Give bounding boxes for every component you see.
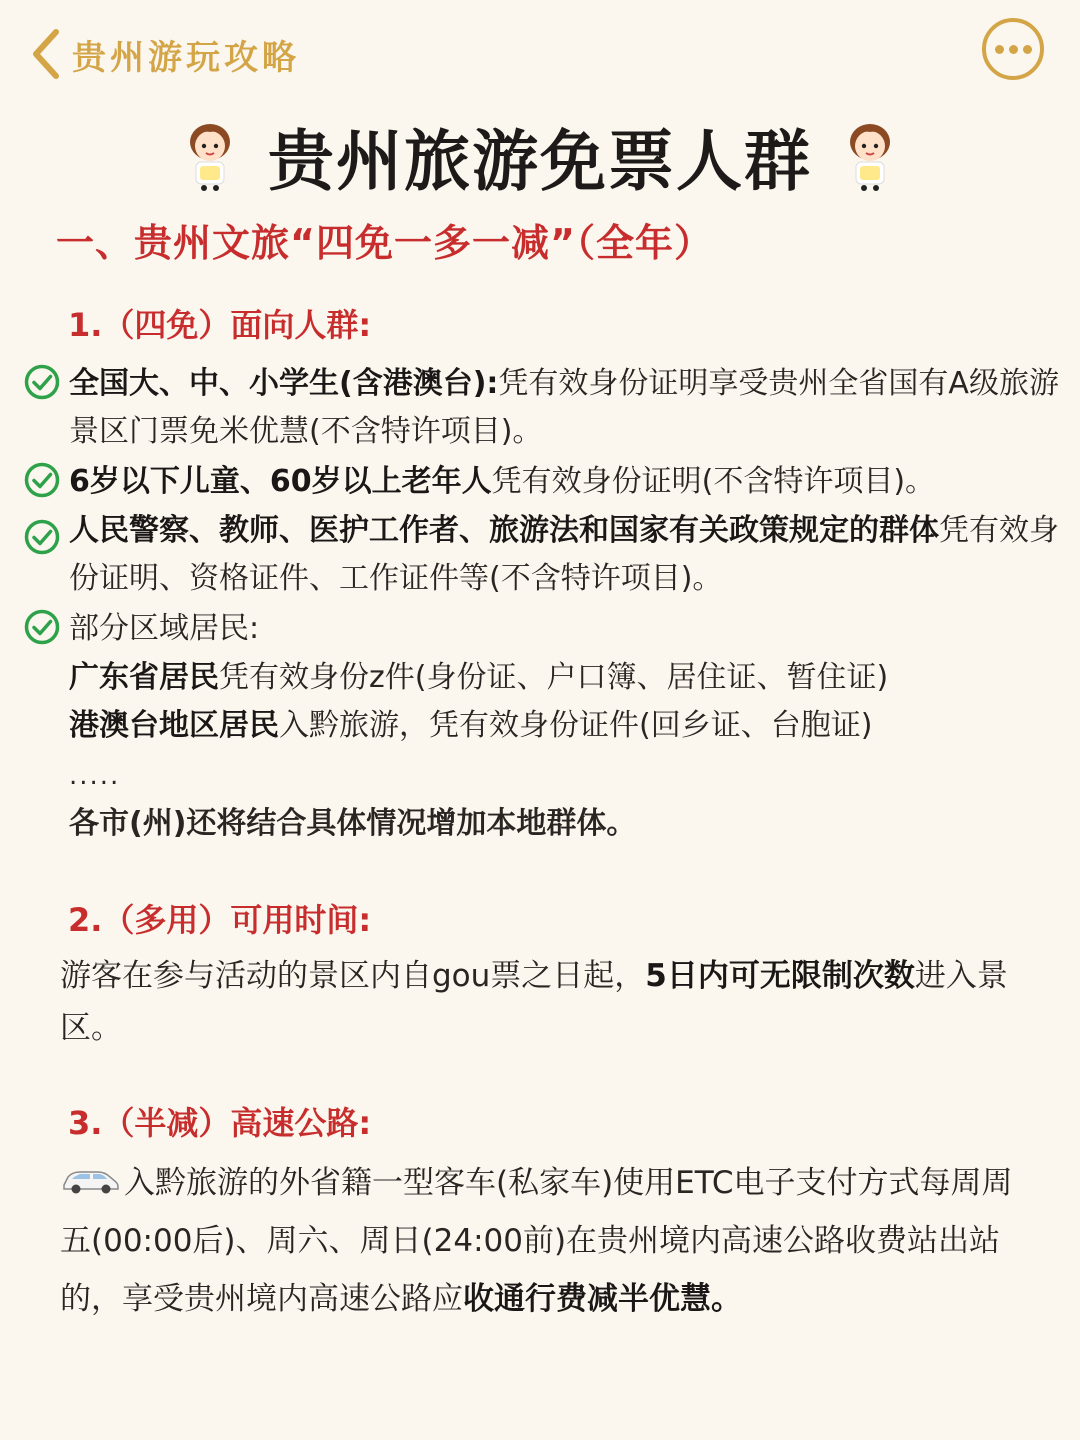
resident-text: 凭有效身份z件(身份证、户口簿、居住证、暂住证) — [219, 660, 889, 695]
list-item-body: 凭有效身份证明(不含特许项目)。 — [491, 464, 936, 499]
resident-text: 入黔旅游，凭有效身份证件(回乡证、台胞证) — [279, 708, 873, 743]
list-item-body: 凭有效身份证明、资格证件、工作证件等(不含特许项目)。 — [69, 513, 1059, 596]
car-icon — [60, 1165, 120, 1195]
back-label: 贵州游玩攻略 — [72, 37, 300, 78]
ellipsis: ..... — [69, 761, 121, 791]
more-options-button[interactable] — [982, 18, 1044, 80]
subsection-heading-2: 2.（多用）可用时间: — [68, 901, 372, 939]
subsection-heading-1: 1.（四免）面向人群: — [68, 306, 372, 344]
check-circle-icon — [24, 364, 60, 400]
check-circle-icon — [24, 609, 60, 645]
list-item-text — [69, 458, 1059, 506]
girl-sticker-icon — [838, 116, 902, 194]
list-item-text — [69, 605, 1059, 653]
list-item-body: 凭有效身份证明享受贵州全省国有A级旅游景区门票免米优慧(不含特许项目)。 — [69, 366, 1059, 449]
highway-paragraph — [60, 1154, 1040, 1328]
resident-line — [69, 654, 888, 702]
usage-text: 游客在参与活动的景区内自gou票之日起， — [60, 958, 646, 994]
highway-bold: 收通行费减半优慧。 — [463, 1281, 742, 1317]
highway-text: 入黔旅游的外省籍一型客车(私家车)使用ETC电子支付方式每周周五(00:00后)、周六、周日(24:00前)在贵州境内高速公路收费站出站的，享受贵州境内高速公路应 — [60, 1165, 1013, 1317]
more-dot-icon — [995, 45, 1004, 54]
subsection-heading-3: 3.（半减）高速公路: — [68, 1104, 372, 1142]
check-circle-icon — [24, 462, 60, 498]
section-heading: 一、贵州文旅“四免一多一减”（全年） — [56, 221, 713, 265]
check-circle-icon — [24, 519, 60, 555]
back-button[interactable] — [26, 24, 300, 84]
title-row — [0, 110, 1080, 200]
usage-paragraph — [60, 950, 1020, 1054]
usage-text-end: 进入景区。 — [60, 958, 1008, 1046]
list-item-bold: 全国大、中、小学生(含港澳台): — [69, 366, 499, 401]
local-note: 各市(州)还将结合具体情况增加本地群体。 — [69, 806, 637, 841]
girl-sticker-icon — [178, 116, 242, 194]
usage-bold: 5日内可无限制次数 — [645, 958, 915, 994]
list-item-bold: 6岁以下儿童、60岁以上老年人 — [69, 464, 492, 499]
top-bar — [0, 0, 1080, 110]
list-item-body: 部分区域居民: — [69, 611, 260, 646]
chevron-left-icon — [26, 26, 66, 82]
list-item-text — [69, 360, 1059, 456]
more-dot-icon — [1023, 45, 1032, 54]
resident-bold: 港澳台地区居民 — [69, 708, 279, 743]
list-item-text — [69, 507, 1059, 603]
resident-bold: 广东省居民 — [69, 660, 219, 695]
list-item-bold: 人民警察、教师、医护工作者、旅游法和国家有关政策规定的群体 — [69, 513, 939, 548]
resident-line — [69, 702, 872, 750]
more-dot-icon — [1009, 45, 1018, 54]
page-title: 贵州旅游免票人群 — [268, 122, 812, 200]
